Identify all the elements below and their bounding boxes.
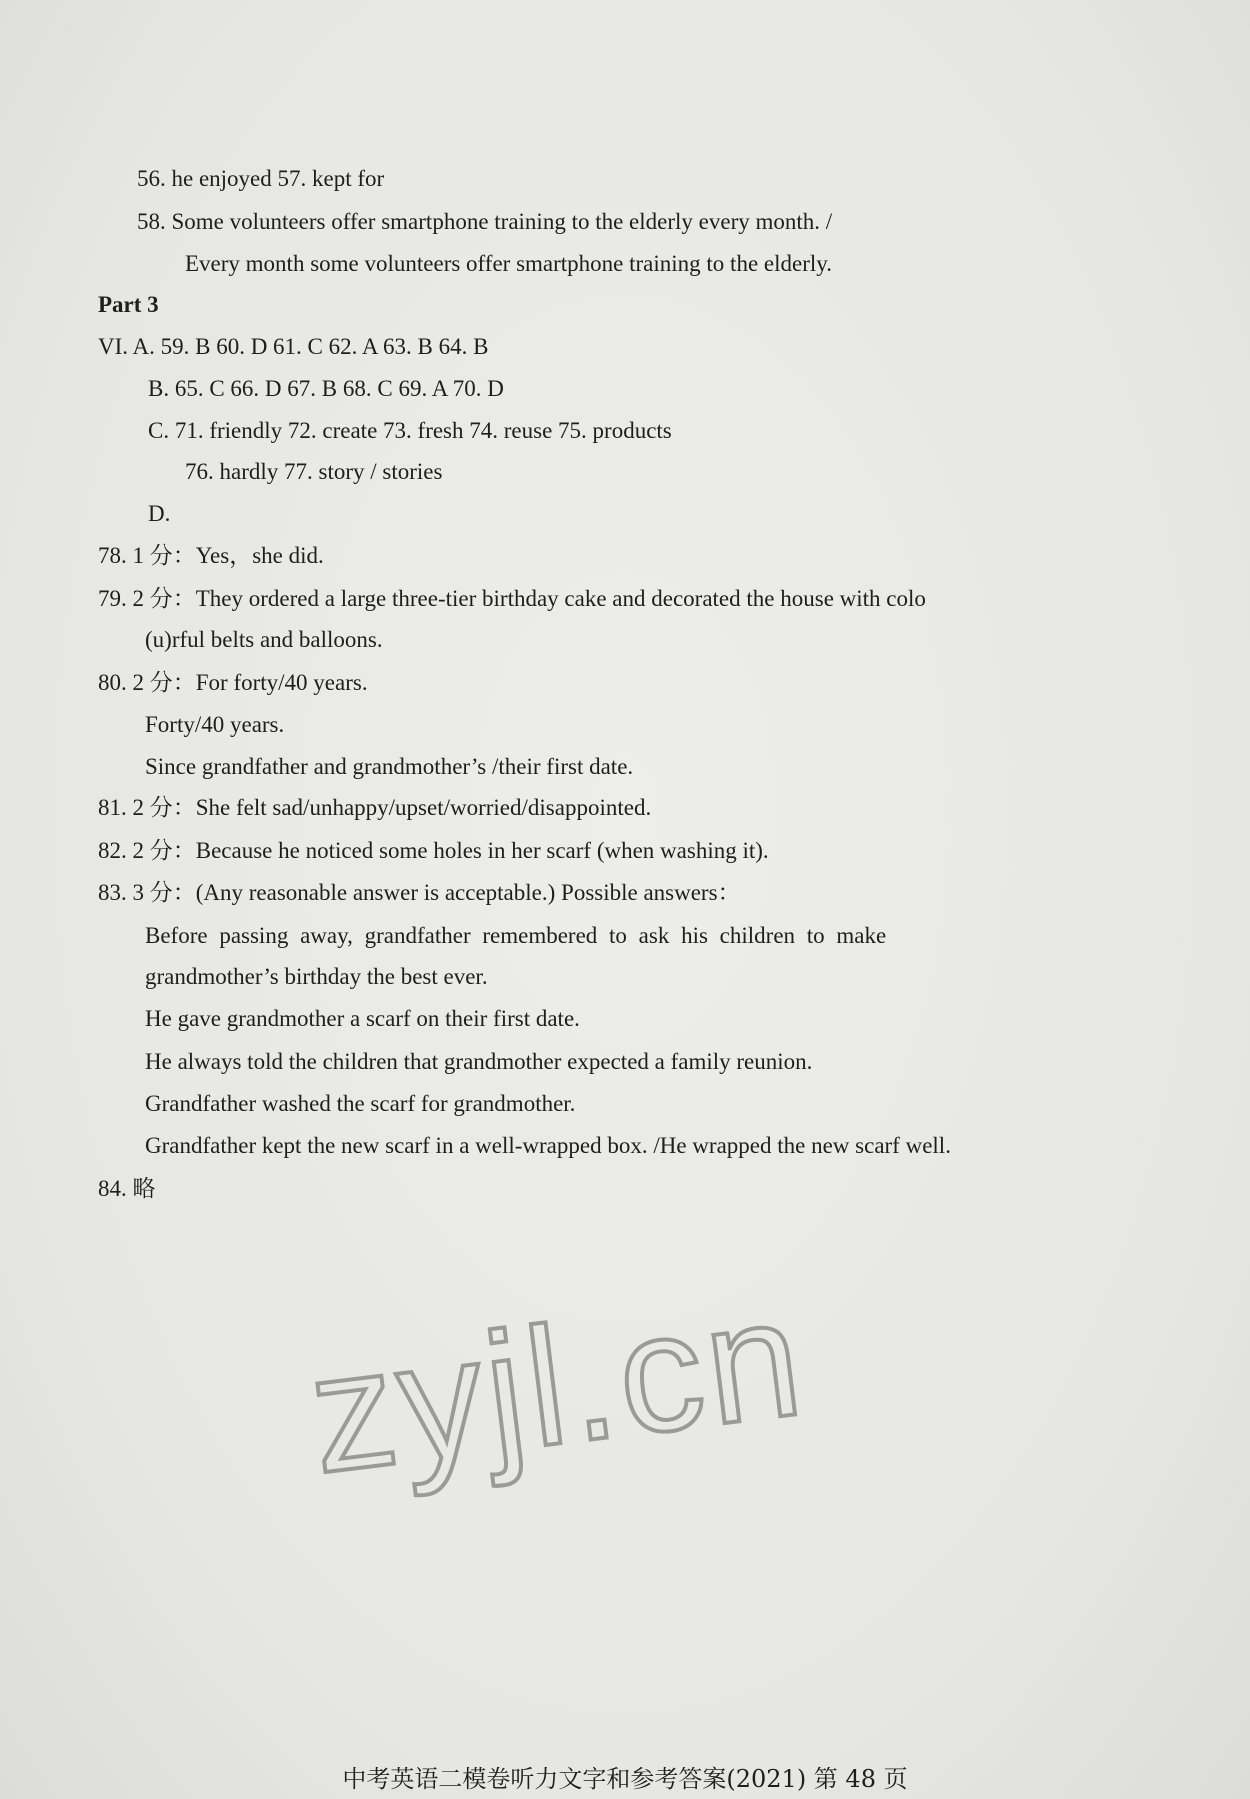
answer-82: 82. 2 分：Because he noticed some holes in her scarf (when washing it).	[98, 838, 769, 863]
answer-83-line-6: Grandfather kept the new scarf in a well-wrapped box. /He wrapped the new scarf well.	[145, 1133, 951, 1158]
watermark-logo: zyjl.cn	[300, 1261, 815, 1509]
answer-78: 78. 1 分：Yes，she did.	[98, 543, 324, 568]
answer-80: 80. 2 分：For forty/40 years.	[98, 670, 368, 695]
answer-83-line-5: Grandfather washed the scarf for grandmother.	[145, 1091, 576, 1116]
answer-83-line-4: He always told the children that grandmother expected a family reunion.	[145, 1049, 813, 1074]
page-footer: 中考英语二模卷听力文字和参考答案(2021) 第 48 页	[342, 1765, 908, 1793]
answer-84: 84. 略	[98, 1176, 156, 1201]
answer-58-alt: Every month some volunteers offer smartphone training to the elderly.	[185, 251, 833, 276]
answer-79-cont: (u)rful belts and balloons.	[145, 627, 383, 652]
answer-80-alt-2: Since grandfather and grandmother’s /their first date.	[145, 754, 634, 779]
answer-58: 58. Some volunteers offer smartphone training to the elderly every month. /	[137, 209, 833, 234]
part-3-heading: Part 3	[98, 292, 159, 317]
answer-vi-c-cont: 76. hardly 77. story / stories	[185, 459, 443, 484]
answer-80-alt-1: Forty/40 years.	[145, 712, 285, 737]
answer-vi-a: VI. A. 59. B 60. D 61. C 62. A 63. B 64. B	[98, 334, 489, 359]
answer-vi-c: C. 71. friendly 72. create 73. fresh 74. reuse 75. products	[148, 418, 672, 443]
answer-81: 81. 2 分：She felt sad/unhappy/upset/worried/disappointed.	[98, 795, 652, 820]
answer-vi-d: D.	[148, 501, 171, 526]
answer-83-line-2: grandmother’s birthday the best ever.	[145, 964, 488, 989]
answer-83: 83. 3 分：(Any reasonable answer is acceptable.) Possible answers：	[98, 880, 741, 905]
answer-83-line-1: Before passing away, grandfather remembered to ask his children to make	[145, 923, 887, 948]
answer-vi-b: B. 65. C 66. D 67. B 68. C 69. A 70. D	[148, 376, 504, 401]
answer-79: 79. 2 分：They ordered a large three-tier birthday cake and decorated the house with colo	[98, 586, 926, 611]
answer-83-line-3: He gave grandmother a scarf on their first date.	[145, 1006, 580, 1031]
answer-56-57: 56. he enjoyed 57. kept for	[137, 166, 385, 191]
